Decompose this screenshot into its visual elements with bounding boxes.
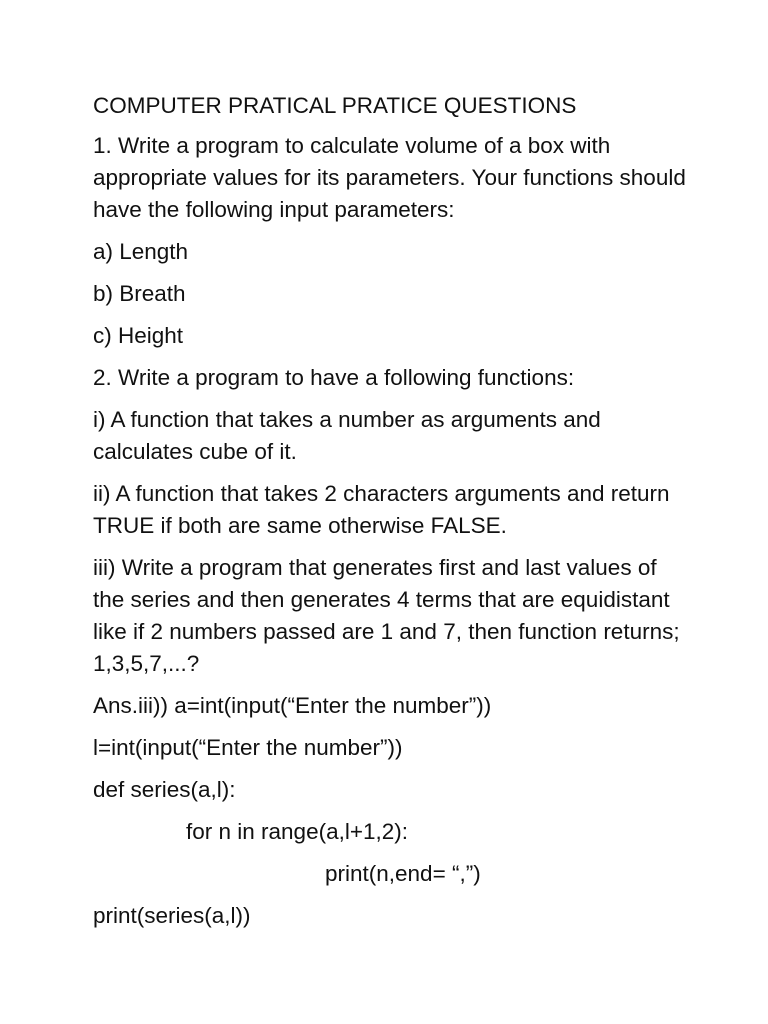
document-title: COMPUTER PRATICAL PRATICE QUESTIONS xyxy=(93,93,577,118)
answer-line-5: print(n,end= “,”) xyxy=(325,861,481,886)
answer-line-4: for n in range(a,l+1,2): xyxy=(186,819,409,844)
answer-line-3: def series(a,l): xyxy=(93,777,236,802)
answer-line-2: l=int(input(“Enter the number”)) xyxy=(93,735,403,760)
param-length: a) Length xyxy=(93,239,189,264)
param-breath: b) Breath xyxy=(93,281,186,306)
question-2-i: i) A function that takes a number as arguments and calculates cube of it. xyxy=(93,407,601,464)
document-page xyxy=(93,90,693,942)
question-1: 1. Write a program to calculate volume of a box with appropriate values for its parameters. Your functions should have the following input parameters: xyxy=(93,133,686,222)
question-2-iii: iii) Write a program that generates first and last values of the series and then generates 4 terms that are equidistant like if 2 numbers passed are 1 and 7, then function returns; 1,3,5,7,...? xyxy=(93,555,680,676)
param-height: c) Height xyxy=(93,323,184,348)
answer-line-1: Ans.iii)) a=int(input(“Enter the number”)) xyxy=(93,693,492,718)
question-2-ii: ii) A function that takes 2 characters arguments and return TRUE if both are same otherwise FALSE. xyxy=(93,481,670,538)
question-2: 2. Write a program to have a following functions: xyxy=(93,365,575,390)
answer-line-6: print(series(a,l)) xyxy=(93,903,251,928)
